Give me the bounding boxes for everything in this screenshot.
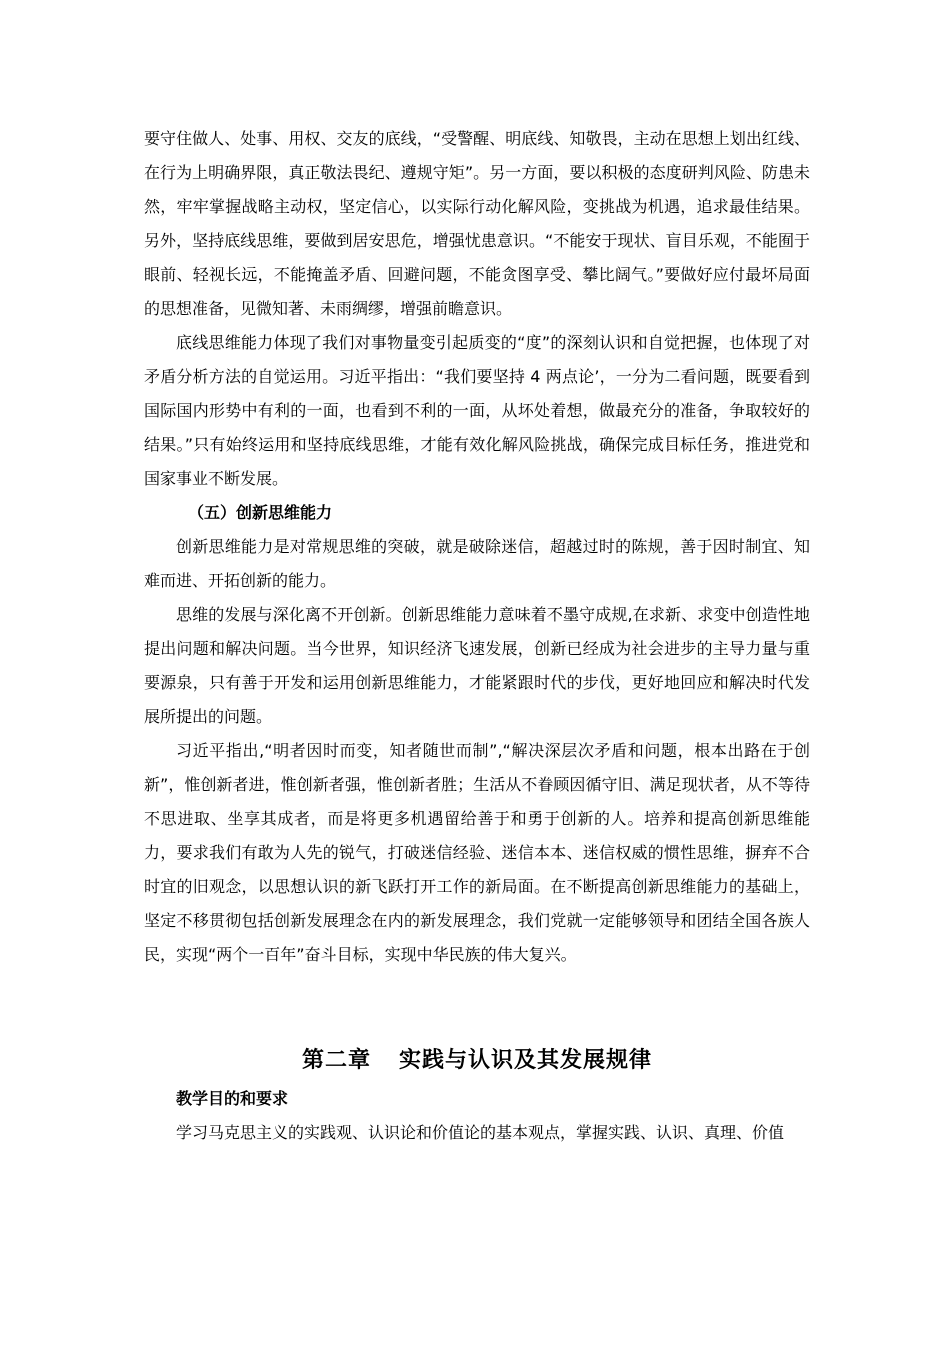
- teaching-goals-paragraph: 学习马克思主义的实践观、认识论和价值论的基本观点，掌握实践、认识、真理、价值: [176, 1123, 785, 1142]
- page-content: [144, 122, 810, 1150]
- teaching-goals-heading: 教学目的和要求: [176, 1089, 289, 1108]
- paragraph-bottom-line-1: 要守住做人、处事、用权、交友的底线，“受警醒、明底线、知敬畏，主动在思想上划出红线、在行为上明确界限，真正敬法畏纪、遵规守矩”。另一方面，要以积极的态度研判风险、防患未然，牢牢掌握战略主动权，坚定信心，以实际行动化解风险，变挑战为机遇，追求最佳结果。另外，坚持底线思维，要做到居安思危，增强忧患意识。“不能安于现状、盲目乐观，不能囿于眼前、轻视长远，不能掩盖矛盾、回避问题，不能贪图享受、攀比阔气。”要做好应付最坏局面的思想准备，见微知著、未雨绸缪，增强前瞻意识。: [144, 129, 810, 318]
- paragraph-innovation-1: 创新思维能力是对常规思维的突破，就是破除迷信，超越过时的陈规，善于因时制宜、知难而进、开拓创新的能力。: [144, 537, 810, 590]
- paragraph-bottom-line-2: 底线思维能力体现了我们对事物量变引起质变的“度”的深刻认识和自觉把握，也体现了对矛盾分析方法的自觉运用。习近平指出：“我们要坚持 4 两点论’，一分为二看问题，既要看到国际国内形势中有利的一面，也看到不利的一面，从坏处着想，做最充分的准备，争取较好的结果。”只有始终运用和坚持底线思维，才能有效化解风险挑战，确保完成目标任务，推进党和国家事业不断发展。: [144, 333, 810, 488]
- chapter-title: [144, 1044, 810, 1078]
- chapter-number: 第二章: [301, 1048, 371, 1073]
- chapter-name: 实践与认识及其发展规律: [399, 1048, 653, 1073]
- paragraph-innovation-3: 习近平指出,“明者因时而变，知者随世而制”,“解决深层次矛盾和问题，根本出路在于创新”，惟创新者进，惟创新者强，惟创新者胜；生活从不眷顾因循守旧、满足现状者，从不等待不思进取、坐享其成者，而是将更多机遇留给善于和勇于创新的人。培养和提高创新思维能力，要求我们有敢为人先的锐气，打破迷信经验、迷信本本、迷信权威的惯性思维，摒弃不合时宜的旧观念，以思想认识的新飞跃打开工作的新局面。在不断提高创新思维能力的基础上，坚定不移贯彻包括创新发展理念在内的新发展理念，我们党就一定能够领导和团结全国各族人民，实现“两个一百年”奋斗目标，实现中华民族的伟大复兴。: [144, 741, 810, 964]
- section-heading-innovation: （五）创新思维能力: [188, 503, 333, 522]
- paragraph-innovation-2: 思维的发展与深化离不开创新。创新思维能力意味着不墨守成规,在求新、求变中创造性地提出问题和解决问题。当今世界，知识经济飞速发展，创新已经成为社会进步的主导力量与重要源泉，只有善于开发和运用创新思维能力，才能紧跟时代的步伐，更好地回应和解决时代发展所提出的问题。: [144, 605, 810, 726]
